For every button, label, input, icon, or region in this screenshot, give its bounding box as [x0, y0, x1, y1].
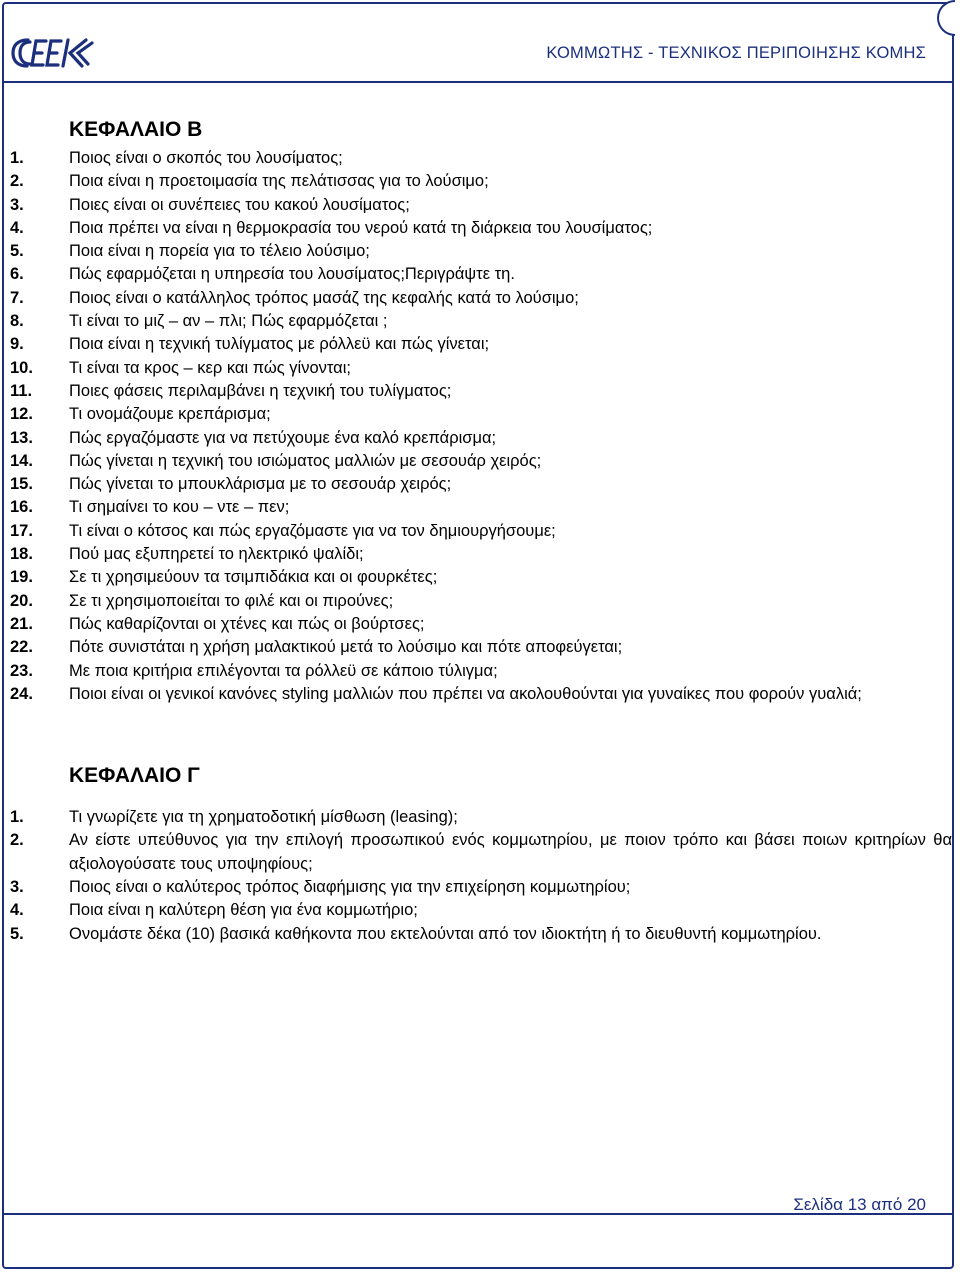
question-number: 3. — [10, 195, 24, 214]
question-item — [10, 380, 952, 403]
question-text: Σε τι χρησιμοποιείται το φιλέ και οι πιρούνες; — [69, 591, 394, 610]
question-text: Τι γνωρίζετε για τη χρηματοδοτική μίσθωση (leasing); — [69, 808, 458, 827]
question-item — [10, 217, 952, 240]
ceek-logo — [10, 34, 96, 72]
question-number: 13. — [10, 428, 33, 447]
question-text: Ποιοι είναι οι γενικοί κανόνες styling μαλλιών που πρέπει να ακολουθούνται για γυναίκες που φορούν γυαλιά; — [69, 684, 862, 703]
question-number: 2. — [10, 172, 24, 191]
question-number: 4. — [10, 218, 24, 237]
question-number: 7. — [10, 288, 24, 307]
section-title-b: ΚΕΦΑΛΑΙΟ Β — [69, 118, 203, 141]
question-number: 20. — [10, 591, 33, 610]
question-item — [10, 590, 952, 613]
question-text: Ποιος είναι ο κατάλληλος τρόπος μασάζ της κεφαλής κατά το λούσιμο; — [69, 288, 579, 307]
question-text: Πώς καθαρίζονται οι χτένες και πώς οι βούρτσες; — [69, 614, 425, 633]
question-number: 23. — [10, 661, 33, 680]
question-list-g — [10, 806, 952, 946]
question-item — [10, 806, 952, 829]
question-text: Τι είναι ο κότσος και πώς εργαζόμαστε για να τον δημιουργήσουμε; — [69, 521, 556, 540]
question-item — [10, 170, 952, 193]
question-text: Αν είστε υπεύθυνος για την επιλογή προσωπικού ενός κομμωτηρίου, με ποιον τρόπο και βάσει ποιων κριτηρίων θα αξιολογούσατε τους υποψηφίους; — [69, 831, 952, 873]
question-text: Πώς εφαρμόζεται η υπηρεσία του λουσίματος;Περιγράψτε τη. — [69, 265, 515, 284]
question-number: 5. — [10, 924, 24, 943]
page-content — [10, 113, 952, 946]
question-text: Πού μας εξυπηρετεί το ηλεκτρικό ψαλίδι; — [69, 545, 364, 564]
question-number: 6. — [10, 265, 24, 284]
question-number: 8. — [10, 312, 24, 331]
question-text: Τι είναι τα κρος – κερ και πώς γίνονται; — [69, 358, 351, 377]
question-text: Ποια είναι η προετοιμασία της πελάτισσας για το λούσιμο; — [69, 172, 489, 191]
question-text: Τι σημαίνει το κου – ντε – πεν; — [69, 498, 290, 517]
question-number: 1. — [10, 149, 24, 167]
question-item — [10, 357, 952, 380]
question-item — [10, 240, 952, 263]
question-number: 19. — [10, 568, 33, 587]
question-number: 5. — [10, 242, 24, 261]
question-number: 12. — [10, 405, 33, 424]
question-text: Σε τι χρησιμεύουν τα τσιμπιδάκια και οι φουρκέτες; — [69, 568, 438, 587]
question-item — [10, 427, 952, 450]
question-number: 16. — [10, 498, 33, 517]
question-text: Πώς γίνεται η τεχνική του ισιώματος μαλλιών με σεσουάρ χειρός; — [69, 451, 542, 470]
question-item — [10, 520, 952, 543]
question-item — [10, 923, 952, 946]
question-text: Τι ονομάζουμε κρεπάρισμα; — [69, 405, 271, 424]
question-text: Ονομάστε δέκα (10) βασικά καθήκοντα που εκτελούνται από τον ιδιοκτήτη ή το διευθυντή κομμωτηρίου. — [69, 924, 822, 943]
question-text: Ποια είναι η καλύτερη θέση για ένα κομμωτήριο; — [69, 901, 418, 920]
question-number: 11. — [10, 381, 33, 400]
question-number: 15. — [10, 475, 33, 494]
question-text: Ποιος είναι ο καλύτερος τρόπος διαφήμισης για την επιχείρηση κομμωτηρίου; — [69, 878, 631, 897]
question-item — [10, 147, 952, 170]
question-item — [10, 899, 952, 922]
question-text: Πώς εργαζόμαστε για να πετύχουμε ένα καλό κρεπάρισμα; — [69, 428, 497, 447]
question-text: Ποια είναι η πορεία για το τέλειο λούσιμο; — [69, 242, 370, 261]
question-text: Ποιες φάσεις περιλαμβάνει η τεχνική του τυλίγματος; — [69, 381, 452, 400]
question-number: 2. — [10, 831, 24, 850]
question-number: 1. — [10, 808, 24, 827]
question-text: Ποια είναι η τεχνική τυλίγματος με ρόλλεϋ και πώς γίνεται; — [69, 335, 490, 354]
question-number: 24. — [10, 684, 33, 703]
question-number: 9. — [10, 335, 24, 354]
question-item — [10, 310, 952, 333]
question-text: Τι είναι το μιζ – αν – πλι; Πώς εφαρμόζεται ; — [69, 312, 388, 331]
question-item — [10, 473, 952, 496]
question-text: Πώς γίνεται το μπουκλάρισμα με το σεσουάρ χειρός; — [69, 475, 452, 494]
question-item — [10, 566, 952, 589]
question-item — [10, 333, 952, 356]
document-header-title: ΚΟΜΜΩΤΗΣ - ΤΕΧΝΙΚΟΣ ΠΕΡΙΠΟΙΗΣΗΣ ΚΟΜΗΣ — [546, 44, 926, 62]
section-title-g: ΚΕΦΑΛΑΙΟ Γ — [69, 764, 200, 788]
page-number: Σελίδα 13 από 20 — [793, 1195, 926, 1214]
question-number: 14. — [10, 451, 33, 470]
question-number: 18. — [10, 545, 33, 564]
question-item — [10, 263, 952, 286]
question-item — [10, 450, 952, 473]
question-number: 22. — [10, 638, 33, 657]
question-list-b — [10, 147, 952, 706]
question-item — [10, 683, 952, 706]
header-divider — [4, 81, 954, 83]
question-item — [10, 496, 952, 519]
question-number: 21. — [10, 614, 33, 633]
question-text: Πότε συνιστάται η χρήση μαλακτικού μετά το λούσιμο και πότε αποφεύγεται; — [69, 638, 623, 657]
question-text: Ποιος είναι ο σκοπός του λουσίματος; — [69, 149, 343, 167]
question-item — [10, 403, 952, 426]
question-item — [10, 287, 952, 310]
question-number: 10. — [10, 358, 33, 377]
question-item — [10, 876, 952, 899]
question-item — [10, 636, 952, 659]
question-number: 4. — [10, 901, 24, 920]
question-number: 3. — [10, 878, 24, 897]
question-item — [10, 194, 952, 217]
question-number: 17. — [10, 521, 33, 540]
question-item — [10, 613, 952, 636]
question-text: Με ποια κριτήρια επιλέγονται τα ρόλλεϋ σε κάποιο τύλιγμα; — [69, 661, 498, 680]
question-text: Ποια πρέπει να είναι η θερμοκρασία του νερού κατά τη διάρκεια του λουσίματος; — [69, 218, 653, 237]
question-text: Ποιες είναι οι συνέπειες του κακού λουσίματος; — [69, 195, 410, 214]
question-item — [10, 543, 952, 566]
question-item — [10, 829, 952, 876]
question-item — [10, 660, 952, 683]
